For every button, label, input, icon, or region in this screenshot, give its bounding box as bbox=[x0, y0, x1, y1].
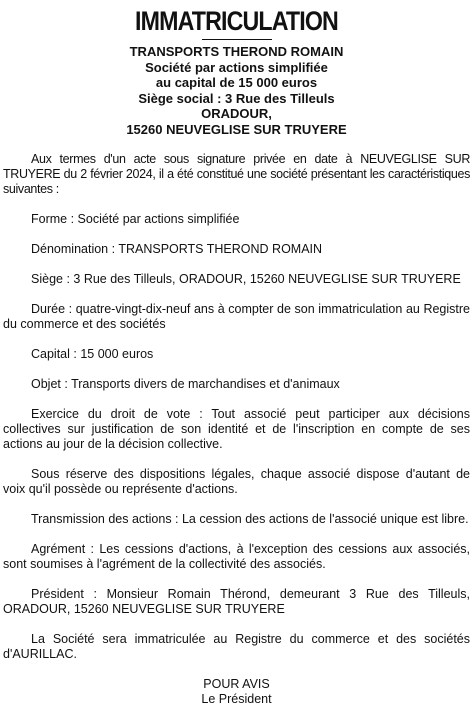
denomination-paragraph: Dénomination : TRANSPORTS THEROND ROMAIN bbox=[31, 242, 323, 256]
company-seat: Siège social : 3 Rue des Tilleuls bbox=[138, 90, 335, 106]
agrement-paragraph: Agrément : Les cessions d'actions, à l'exception des cessions aux associés, sont soumises à l'agrément de la collectivité des associés. bbox=[3, 542, 470, 571]
signature-role: Le Président bbox=[201, 692, 272, 706]
notice-title: IMMATRICULATION bbox=[135, 6, 338, 36]
capital-paragraph: Capital : 15 000 euros bbox=[31, 347, 154, 361]
company-capital: au capital de 15 000 euros bbox=[155, 75, 318, 90]
duree-paragraph: Durée : quatre-vingt-dix-neuf ans à compter de son immatriculation au Registre du commerce et des sociétés bbox=[3, 302, 470, 331]
signature-pour-avis: POUR AVIS bbox=[203, 677, 270, 691]
forme-paragraph: Forme : Société par actions simplifiée bbox=[31, 212, 240, 226]
transmission-paragraph: Transmission des actions : La cession des actions de l'associé unique est libre. bbox=[31, 512, 469, 526]
company-postal: 15260 NEUVEGLISE SUR TRUYERE bbox=[126, 121, 347, 137]
title-divider bbox=[202, 39, 272, 40]
company-town: ORADOUR, bbox=[201, 106, 272, 121]
siege-paragraph: Siège : 3 Rue des Tilleuls, ORADOUR, 15260 NEUVEGLISE SUR TRUYERE bbox=[31, 272, 461, 286]
notice-body bbox=[3, 152, 470, 662]
voix-paragraph: Sous réserve des dispositions légales, chaque associé dispose d'autant de voix qu'il possède ou représente d'actions. bbox=[3, 467, 470, 496]
immatriculation-paragraph: La Société sera immatriculée au Registre du commerce et des sociétés d'AURILLAC. bbox=[3, 632, 470, 661]
vote-paragraph: Exercice du droit de vote : Tout associé peut participer aux décisions collectives sur justification de son identité et de l'inscription en compte de ses actions au jour de la décision collective. bbox=[3, 407, 470, 451]
intro-paragraph: Aux termes d'un acte sous signature privée en date à NEUVEGLISE SUR TRUYERE du 2 février 2024, il a été constitué une société présentant les caractéristiques suivantes : bbox=[3, 152, 470, 196]
company-header bbox=[3, 44, 470, 137]
signature-block bbox=[3, 677, 470, 707]
president-paragraph: Président : Monsieur Romain Thérond, demeurant 3 Rue des Tilleuls, ORADOUR, 15260 NEUVEGLISE SUR TRUYERE bbox=[3, 587, 470, 616]
objet-paragraph: Objet : Transports divers de marchandises et d'animaux bbox=[31, 377, 340, 391]
company-form: Société par actions simplifiée bbox=[145, 59, 328, 75]
company-name: TRANSPORTS THEROND ROMAIN bbox=[129, 44, 344, 59]
